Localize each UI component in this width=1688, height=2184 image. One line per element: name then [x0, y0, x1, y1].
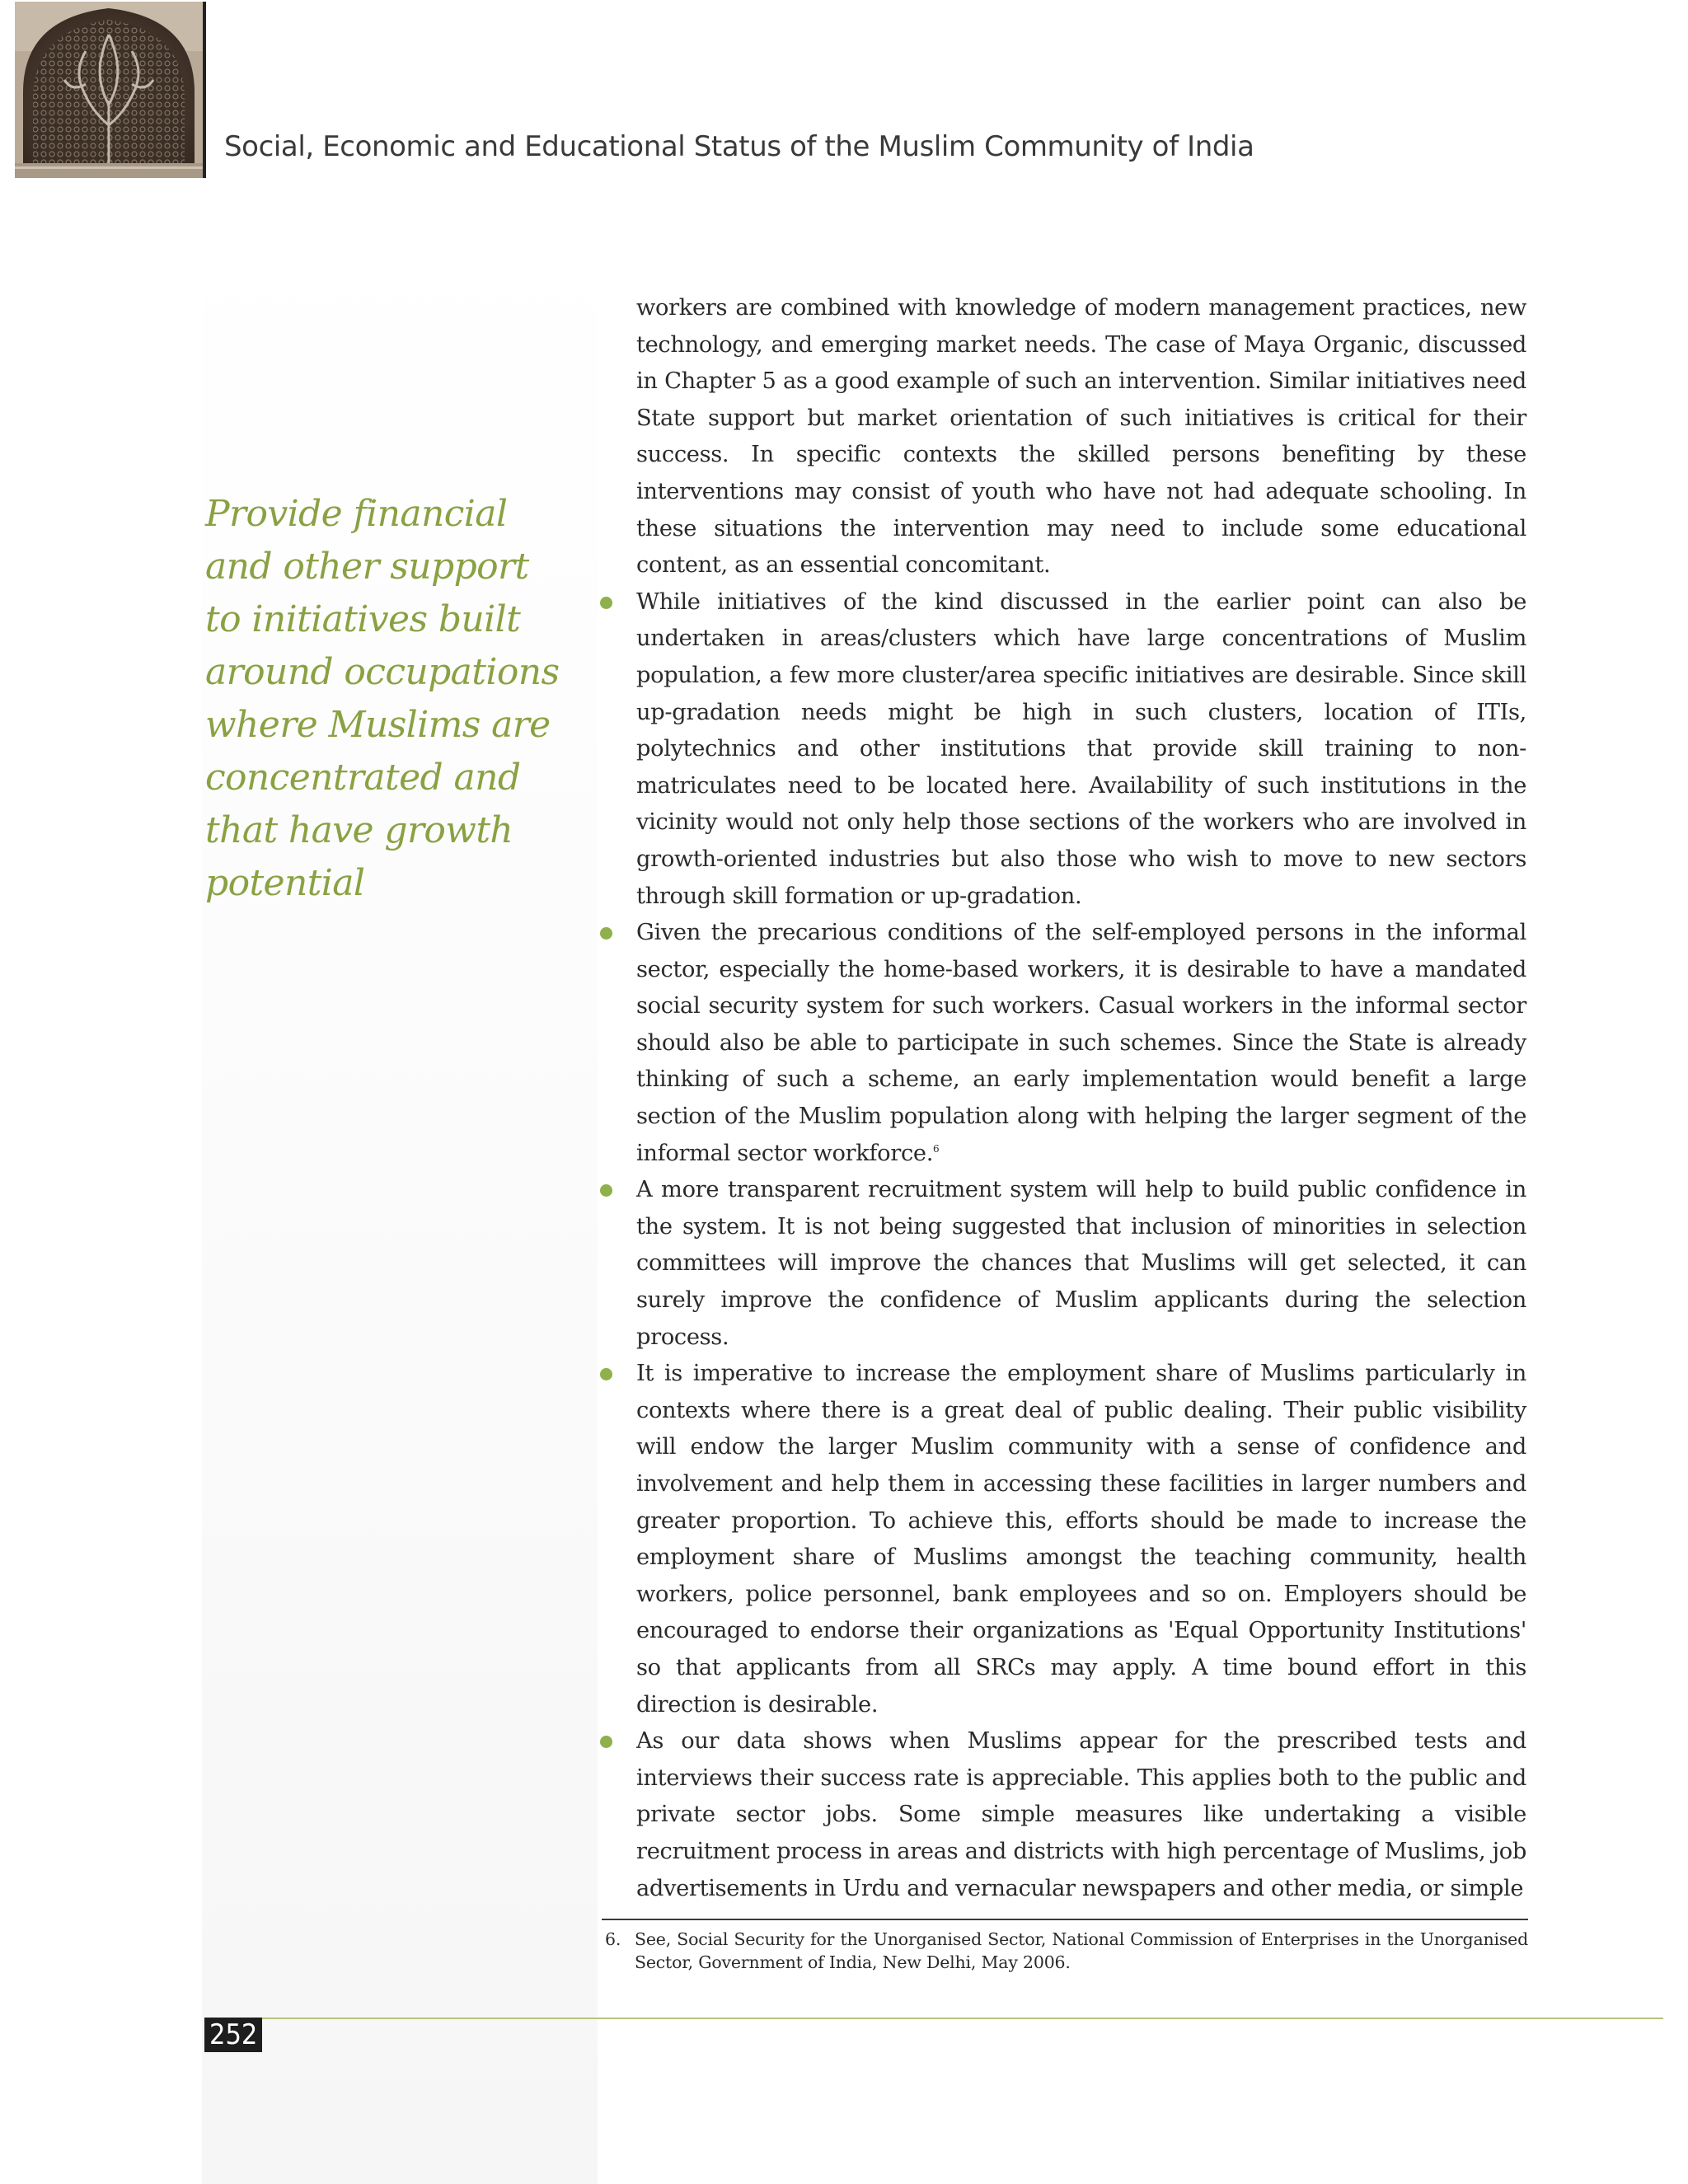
list-item-text: It is imperative to increase the employment share of Muslims particularly in contexts where there is a great deal of public dealing. Their public visibility will endow the larger Muslim community with a sense of confidence and involvement and help them in accessing these facilities in larger numbers and greater proportion. To achieve this, efforts should be made to increase the employment share of Muslims amongst the teaching community, health workers, police personnel, bank employees and so on. Employers should be encouraged to endorse their organizations as 'Equal Opportunity Institutions' so that applicants from all SRCs may apply. A time bound effort in this direction is desirable.: [636, 1361, 1526, 1718]
list-item: [636, 1172, 1526, 1356]
list-item: [636, 1356, 1526, 1723]
carved-stone-window-image: [15, 2, 203, 178]
list-item: [636, 584, 1526, 915]
footnote-text: See, Social Security for the Unorganised Sector, National Commission of Enterprises in the Unorganised Sector, Government of India, New Delhi, May 2006.: [635, 1929, 1528, 1972]
sidebar-pull-quote: Provide financial and other support to initiatives built around occupations where Muslims are concentrated and that have growth potential: [205, 493, 560, 904]
intro-paragraph: workers are combined with knowledge of modern management practices, new technology, and emerging market needs. The case of Maya Organic, discussed in Chapter 5 as a good example of such an intervention. Similar initiatives need State support but market orientation of such initiatives is critical for their success. In specific contexts the skilled persons benefiting by these interventions may consist of youth who have not had adequate schooling. In these situations the intervention may need to include some educational content, as an essential concomitant.: [636, 295, 1526, 579]
footnote-number: 6.: [605, 1929, 621, 1949]
bullet-icon: [600, 927, 612, 940]
header-photo-jali-window: [15, 2, 206, 178]
footnote: [605, 1928, 1528, 1974]
footnote-reference[interactable]: 6: [933, 1142, 940, 1155]
list-item-text: While initiatives of the kind discussed in the earlier point can also be undertaken in areas/clusters which have large concentrations of Muslim population, a few more cluster/area specific initiatives are desirable. Since skill up-gradation needs might be high in such clusters, location of ITIs, polytechnics and other institutions that provide skill training to non-matriculates need to be located here. Availability of such institutions in the vicinity would not only help those sections of the workers who are involved in growth-oriented industries but also those who wish to move to new sectors through skill formation or up-gradation.: [636, 588, 1526, 909]
footer-rule: [252, 2018, 1663, 2019]
page-number: 252: [204, 2018, 262, 2052]
list-item: [636, 1723, 1526, 1907]
recommendation-list: [636, 584, 1526, 1907]
list-item-text: As our data shows when Muslims appear for the prescribed tests and interviews their success rate is appreciable. This applies both to the public and private sector jobs. Some simple measures like undertaking a visible recruitment process in areas and districts with high percentage of Muslims, job advertisements in Urdu and vernacular newspapers and other media, or simple: [636, 1728, 1526, 1901]
main-text-column: [636, 290, 1526, 1907]
bullet-icon: [600, 1184, 612, 1197]
footnote-divider: [602, 1919, 1528, 1920]
bullet-icon: [600, 597, 612, 609]
list-item: [636, 915, 1526, 1172]
bullet-icon: [600, 1368, 612, 1380]
bullet-icon: [600, 1736, 612, 1748]
list-item-text: Given the precarious conditions of the self-employed persons in the informal sector, especially the home-based workers, it is desirable to have a mandated social security system for such workers. Casual workers in the informal sector should also be able to participate in such schemes. Since the State is already thinking of such a scheme, an early implementation would benefit a large section of the Muslim population along with helping the larger segment of the informal sector workforce.: [636, 920, 1526, 1166]
running-header-title: Social, Economic and Educational Status of the Muslim Community of India: [224, 130, 1254, 163]
list-item-text: A more transparent recruitment system will help to build public confidence in the system. It is not being suggested that inclusion of minorities in selection committees will improve the chances that Muslims will get selected, it can surely improve the confidence of Muslim applicants during the selection process.: [636, 1177, 1526, 1350]
